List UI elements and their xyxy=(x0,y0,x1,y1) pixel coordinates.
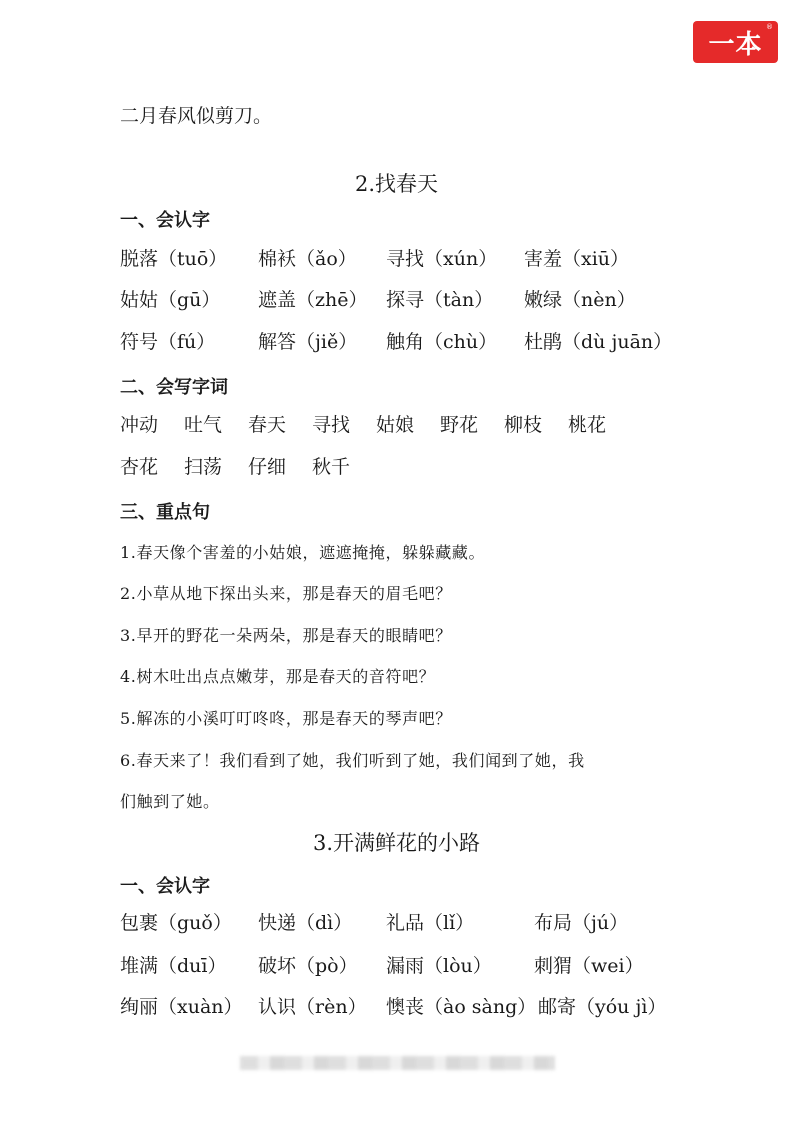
lesson3-sec1-head: 一、会认字 xyxy=(120,876,210,897)
vocab-item: 快递（dì） xyxy=(258,912,353,934)
blurred-footer-watermark xyxy=(240,1056,555,1070)
logo-text: 一本 xyxy=(708,29,763,60)
vocab-item: 触角（chù） xyxy=(386,331,498,353)
vocab-item: 棉袄（ǎo） xyxy=(258,248,357,270)
lesson2-sec1-head: 一、会认字 xyxy=(120,210,210,231)
intro-line: 二月春风似剪刀。 xyxy=(120,105,273,127)
vocab-item: 绚丽（xuàn） xyxy=(120,996,243,1018)
write-word: 秋千 xyxy=(312,456,351,478)
vocab-item: 邮寄（yóu jì） xyxy=(538,996,667,1018)
vocab-item: 礼品（lǐ） xyxy=(386,912,475,934)
vocab-item: 包裹（guǒ） xyxy=(120,912,232,934)
vocab-item: 害羞（xiū） xyxy=(524,248,630,270)
vocab-item: 懊丧（ào sàng） xyxy=(386,996,537,1018)
write-word: 野花 xyxy=(440,414,479,436)
lesson3-title: 3.开满鲜花的小路 xyxy=(312,831,481,855)
vocab-item: 布局（jú） xyxy=(534,912,629,934)
vocab-item: 漏雨（lòu） xyxy=(386,955,492,977)
vocab-item: 遮盖（zhē） xyxy=(258,289,368,311)
vocab-item: 姑姑（gū） xyxy=(120,289,221,311)
write-word: 桃花 xyxy=(568,414,607,436)
vocab-item: 刺猬（wei） xyxy=(534,955,644,977)
vocab-item: 解答（jiě） xyxy=(258,331,358,353)
key-sentence: 4.树木吐出点点嫩芽，那是春天的音符吧？ xyxy=(120,667,436,686)
write-word: 柳枝 xyxy=(504,414,543,436)
vocab-item: 堆满（duī） xyxy=(120,955,227,977)
key-sentence: 1.春天像个害羞的小姑娘，遮遮掩掩，躲躲藏藏。 xyxy=(120,543,486,562)
write-word: 寻找 xyxy=(312,414,351,436)
write-word: 春天 xyxy=(248,414,287,436)
key-sentence: 6.春天来了！我们看到了她，我们听到了她，我们闻到了她，我 xyxy=(120,751,585,770)
write-word: 扫荡 xyxy=(184,456,223,478)
write-word: 冲动 xyxy=(120,414,159,436)
key-sentence-continued: 们触到了她。 xyxy=(120,792,220,811)
lesson2-sec2-head: 二、会写字词 xyxy=(120,377,228,398)
registered-mark: ® xyxy=(766,23,774,31)
write-word: 吐气 xyxy=(184,414,223,436)
vocab-item: 寻找（xún） xyxy=(386,248,498,270)
lesson2-title: 2.找春天 xyxy=(354,172,439,196)
vocab-item: 脱落（tuō） xyxy=(120,248,228,270)
vocab-item: 探寻（tàn） xyxy=(386,289,494,311)
lesson2-sec3-head: 三、重点句 xyxy=(120,502,210,523)
key-sentence: 5.解冻的小溪叮叮咚咚，那是春天的琴声吧？ xyxy=(120,709,452,728)
write-word: 仔细 xyxy=(248,456,287,478)
brand-logo xyxy=(693,21,778,63)
vocab-item: 认识（rèn） xyxy=(258,996,367,1018)
vocab-item: 破坏（pò） xyxy=(258,955,358,977)
key-sentence: 3.早开的野花一朵两朵，那是春天的眼睛吧？ xyxy=(120,626,452,645)
vocab-item: 杜鹃（dù juān） xyxy=(524,331,673,353)
key-sentence: 2.小草从地下探出头来，那是春天的眉毛吧？ xyxy=(120,584,452,603)
vocab-item: 符号（fú） xyxy=(120,331,216,353)
write-word: 杏花 xyxy=(120,456,159,478)
write-word: 姑娘 xyxy=(376,414,415,436)
vocab-item: 嫩绿（nèn） xyxy=(524,289,636,311)
